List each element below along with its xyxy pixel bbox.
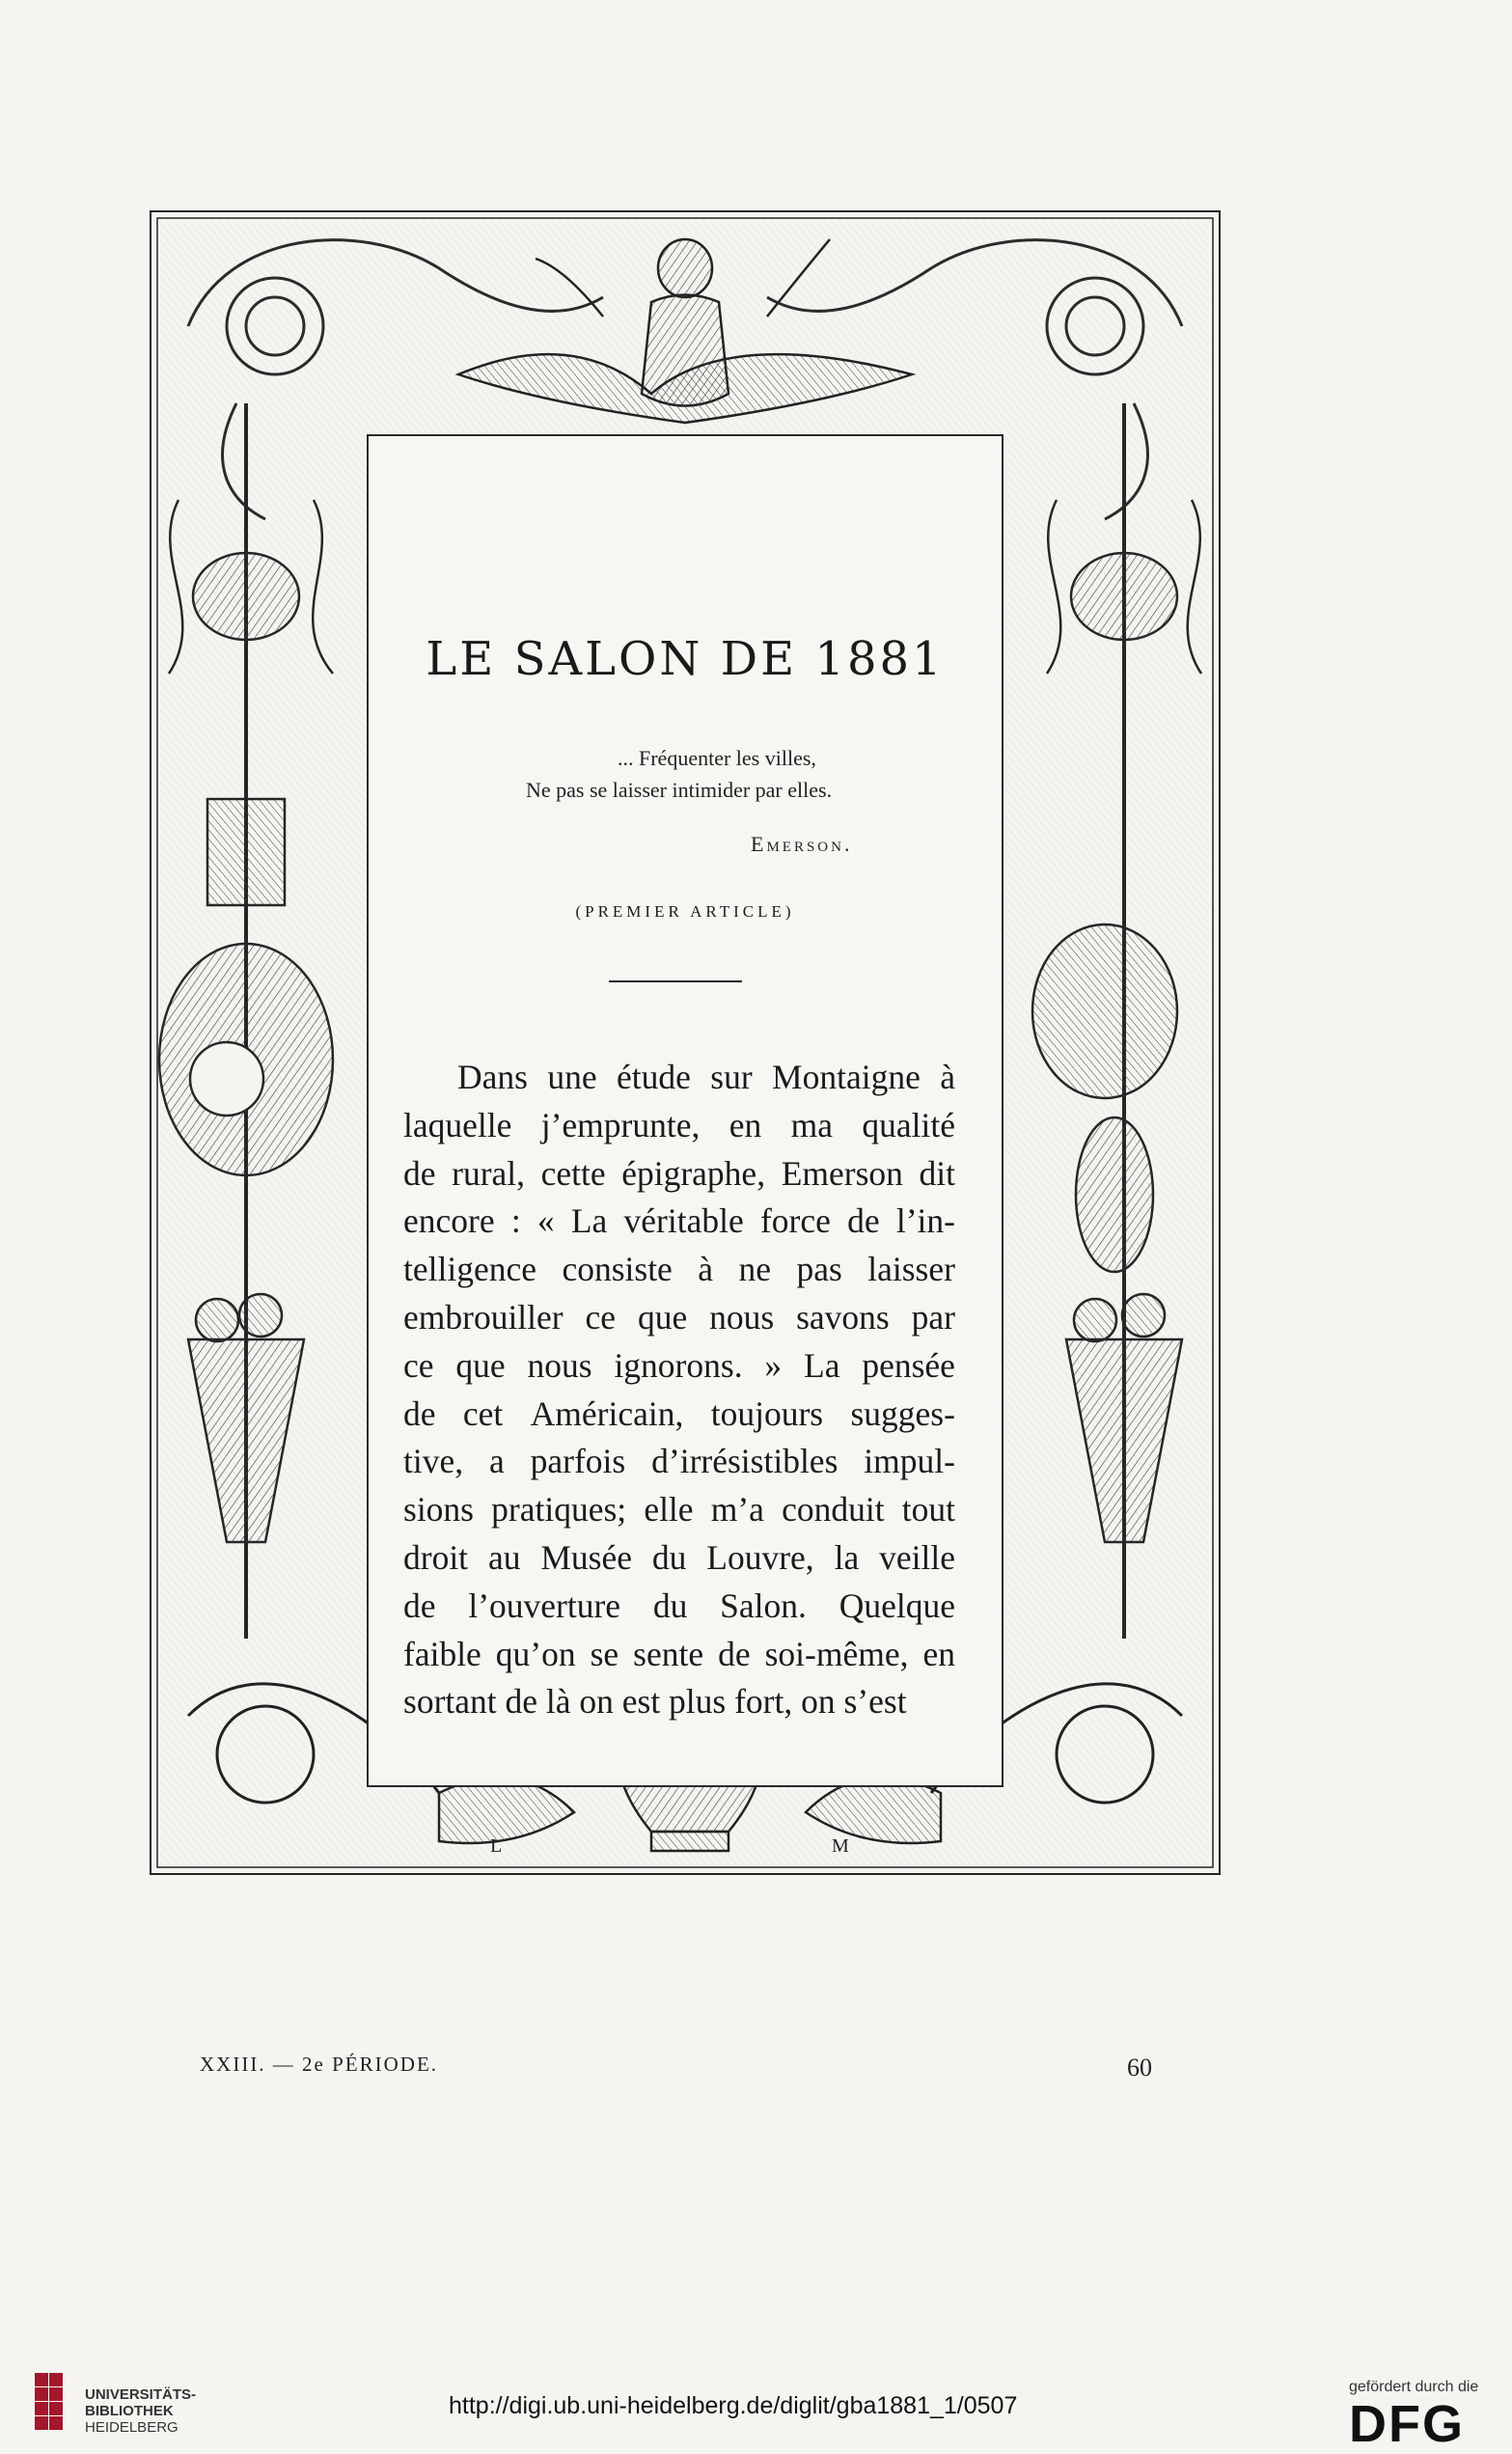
title-divider [609, 980, 742, 982]
volume-period-label: XXIII. — 2e PÉRIODE. [200, 2053, 439, 2076]
university-library-name [85, 2386, 196, 2436]
article-body [403, 1054, 955, 1726]
engraver-initial-right: M [832, 1835, 849, 1857]
permalink-url[interactable]: http://digi.ub.uni-heidelberg.de/diglit/gba1881_1/0507 [449, 2392, 1018, 2419]
epigraph-line-2: Ne pas se laisser intimider par elles. [526, 778, 833, 802]
engraver-initial-left: L [490, 1835, 503, 1857]
body-line: tive, a parfois d’irrésistibles impul- [403, 1442, 955, 1481]
body-line: de l’ouverture du Salon. Quelque [403, 1585, 955, 1625]
body-line: de rural, cette épigraphe, Emerson dit [403, 1153, 955, 1193]
dfg-logo: DFG [1349, 2395, 1465, 2453]
body-line: telligence consiste à ne pas laisser [403, 1250, 955, 1289]
university-library-logo-icon [35, 2373, 77, 2435]
body-line: laquelle j’emprunte, en ma qualité [403, 1105, 955, 1144]
body-line: de cet Américain, toujours sugges- [403, 1393, 955, 1433]
page-number: 60 [1127, 2054, 1152, 2082]
body-line: encore : « La véritable force de l’in- [403, 1201, 955, 1241]
viewer-footer [0, 2359, 1512, 2453]
epigraph-line-1: ... Fréquenter les villes, [618, 746, 816, 770]
article-subtitle: (PREMIER ARTICLE) [575, 902, 795, 921]
logo-line: UNIVERSITÄTS- [85, 2386, 197, 2403]
body-line: droit au Musée du Louvre, la veille [403, 1537, 955, 1577]
logo-line: BIBLIOTHEK [85, 2403, 174, 2419]
body-line: sortant de là on est plus fort, on s’est [403, 1682, 907, 1722]
body-line: ce que nous ignorons. » La pensée [403, 1345, 955, 1385]
funded-by-label: gefördert durch die [1349, 2379, 1479, 2395]
body-line: sions pratiques; elle m’a conduit tout [403, 1490, 955, 1530]
body-line: Dans une étude sur Montaigne à [457, 1058, 955, 1096]
logo-line: HEIDELBERG [85, 2419, 179, 2436]
epigraph-author: Emerson. [751, 832, 853, 856]
article-title: LE SALON DE 1881 [426, 632, 945, 686]
body-line: faible qu’on se sente de soi-même, en [403, 1634, 955, 1673]
body-line: embrouiller ce que nous savons par [403, 1297, 955, 1337]
